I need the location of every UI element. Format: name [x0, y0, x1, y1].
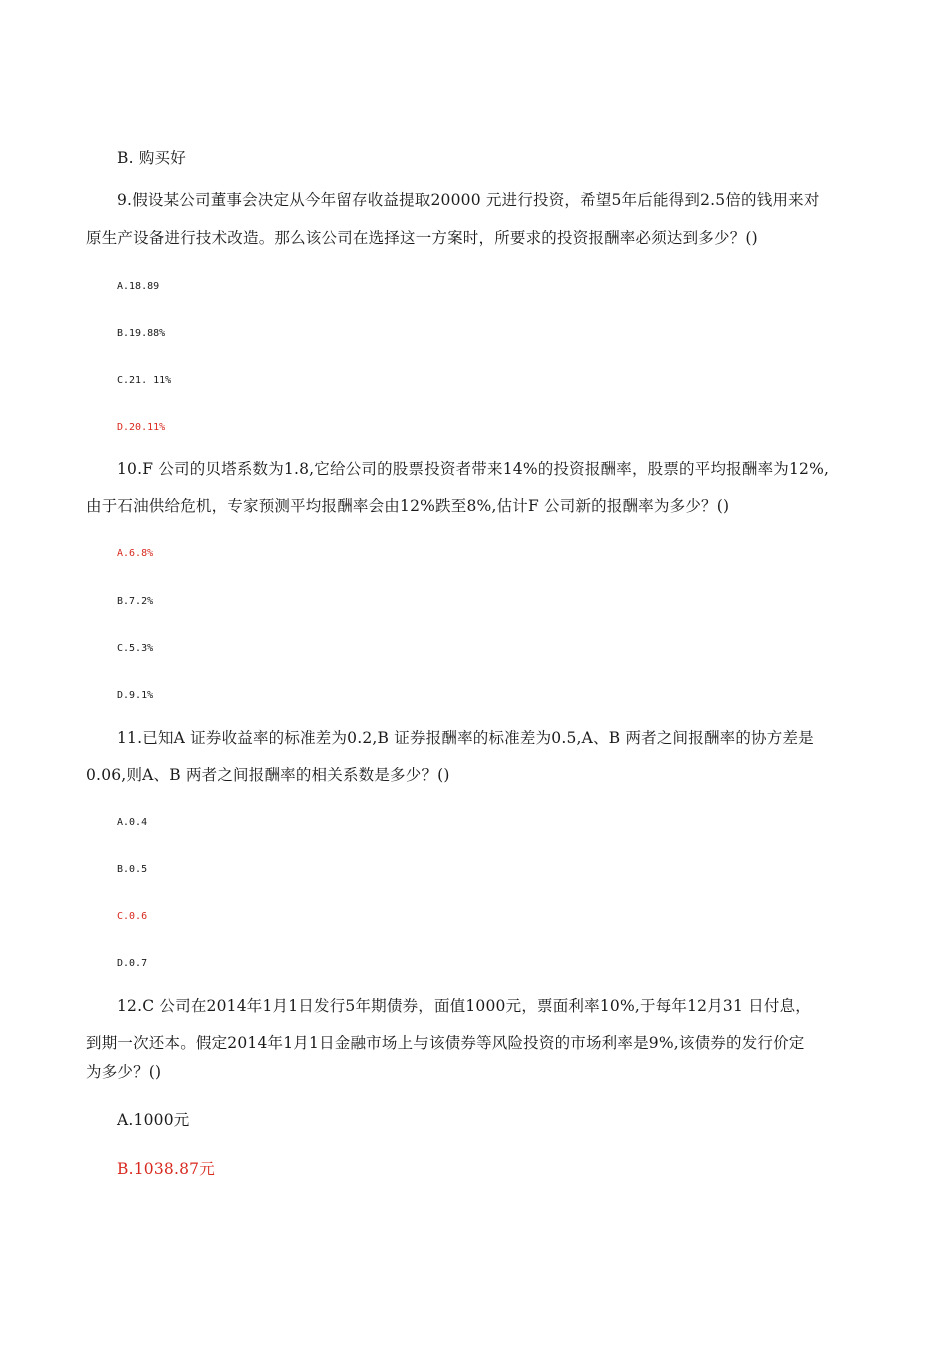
- q12-option-a: A.1000元: [117, 1111, 190, 1129]
- q10-option-d: D.9.1%: [117, 690, 154, 701]
- q10-option-a-answer: A.6.8%: [117, 548, 154, 559]
- q11-text-line-2: 0.06,则A、B 两者之间报酬率的相关系数是多少？(): [86, 766, 450, 784]
- q9-option-d-answer: D.20.11%: [117, 422, 166, 433]
- q11-option-b: B.0.5: [117, 864, 148, 875]
- q10-text-line-2: 由于石油供给危机，专家预测平均报酬率会由12%跌至8%,估计F 公司新的报酬率为多少？(): [86, 497, 730, 515]
- q10-option-b: B.7.2%: [117, 596, 154, 607]
- q11-text-line-1: 11.已知A 证券收益率的标准差为0.2,B 证券报酬率的标准差为0.5,A、B 两者之间报酬率的协方差是: [117, 729, 814, 747]
- q12-option-b-answer: B.1038.87元: [117, 1160, 215, 1178]
- q10-option-c: C.5.3%: [117, 643, 154, 654]
- q10-text-line-1: 10.F 公司的贝塔系数为1.8,它给公司的股票投资者带来14%的投资报酬率，股票的平均报酬率为12%,: [117, 460, 830, 478]
- q11-option-d: D.0.7: [117, 958, 148, 969]
- q9-option-a: A.18.89: [117, 281, 160, 292]
- q9-option-c: C.21. 11%: [117, 375, 172, 386]
- q9-text-line-2: 原生产设备进行技术改造。那么该公司在选择这一方案时，所要求的投资报酬率必须达到多少？(): [86, 229, 758, 247]
- q11-option-a: A.0.4: [117, 817, 148, 828]
- q12-text-line-3: 为多少？(): [86, 1063, 162, 1081]
- q9-text-line-1: 9.假设某公司董事会决定从今年留存收益提取20000 元进行投资，希望5年后能得到2.5倍的钱用来对: [117, 191, 820, 209]
- q11-option-c-answer: C.0.6: [117, 911, 148, 922]
- q12-text-line-2: 到期一次还本。假定2014年1月1日金融市场上与该债券等风险投资的市场利率是9%,该债券的发行价定: [86, 1034, 805, 1052]
- q9-option-b: B.19.88%: [117, 328, 166, 339]
- previous-question-option-b: B. 购买好: [117, 149, 186, 167]
- q12-text-line-1: 12.C 公司在2014年1月1日发行5年期债券，面值1000元，票面利率10%,于每年12月31 日付息，: [117, 997, 811, 1015]
